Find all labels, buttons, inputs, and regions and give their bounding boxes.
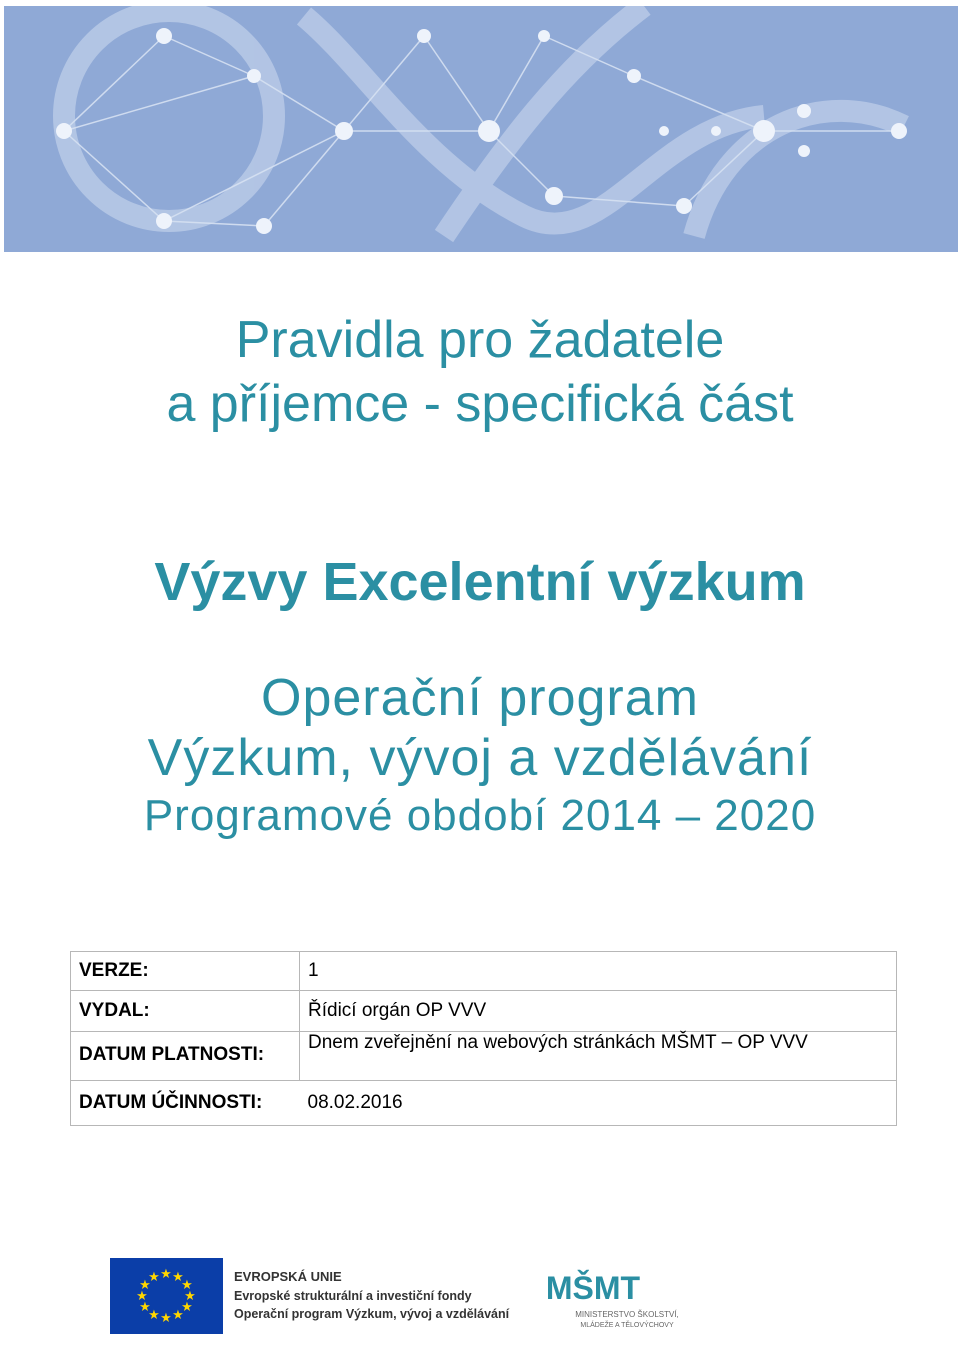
msmt-line-1: MINISTERSTVO ŠKOLSTVÍ, — [575, 1310, 679, 1319]
table-row — [71, 1081, 897, 1126]
svg-text:★: ★ — [181, 1300, 193, 1315]
info-label-version: VERZE: — [71, 952, 300, 991]
info-value-version: 1 — [300, 952, 897, 991]
program-line-2: Výzkum, vývoj a vzdělávání — [147, 729, 813, 787]
title-line-2: a příjemce - specifická část — [166, 375, 794, 433]
info-label-effective: DATUM ÚČINNOSTI: — [71, 1081, 300, 1126]
svg-text:★: ★ — [172, 1270, 184, 1285]
info-label-validity: DATUM PLATNOSTI: — [79, 1044, 265, 1065]
msmt-line-2: MLÁDEŽE A TĚLOVÝCHOVY — [580, 1322, 674, 1329]
svg-text:★: ★ — [148, 1270, 160, 1285]
document-info-table — [70, 951, 897, 1126]
table-row — [71, 991, 897, 1032]
eu-logo-title: EVROPSKÁ UNIE — [234, 1269, 342, 1284]
document-subtitle: Výzvy Excelentní výzkum — [154, 552, 806, 612]
table-row — [71, 952, 897, 991]
info-value-validity: Dnem zveřejnění na webových stránkách MŠMT – OP VVV — [308, 1032, 808, 1053]
document-title — [0, 308, 960, 436]
svg-text:★: ★ — [139, 1300, 151, 1315]
program-line-3: Programové období 2014 – 2020 — [143, 791, 817, 840]
msmt-logo — [546, 1270, 679, 1329]
svg-text:★: ★ — [172, 1308, 184, 1323]
svg-text:★: ★ — [160, 1267, 172, 1282]
info-value-effective: 08.02.2016 — [300, 1081, 897, 1126]
msmt-mark: MŠMT — [545, 1270, 641, 1306]
program-name — [0, 668, 960, 844]
svg-text:★: ★ — [139, 1278, 151, 1293]
title-line-1: Pravidla pro žadatele — [235, 311, 725, 369]
eu-logo-line-2: Evropské strukturální a investiční fondy — [234, 1289, 472, 1303]
table-row — [71, 1032, 897, 1081]
svg-text:★: ★ — [136, 1289, 148, 1304]
header-banner — [4, 6, 958, 252]
footer-logos — [110, 1255, 710, 1340]
info-label-issued-by: VYDAL: — [71, 991, 300, 1032]
program-line-1: Operační program — [261, 669, 699, 727]
svg-text:★: ★ — [181, 1278, 193, 1293]
svg-text:★: ★ — [160, 1311, 172, 1326]
svg-text:★: ★ — [184, 1289, 196, 1304]
svg-text:★: ★ — [148, 1308, 160, 1323]
info-value-issued-by: Řídicí orgán OP VVV — [300, 991, 897, 1032]
eu-logo-line-3: Operační program Výzkum, vývoj a vzdělávání — [234, 1307, 510, 1321]
